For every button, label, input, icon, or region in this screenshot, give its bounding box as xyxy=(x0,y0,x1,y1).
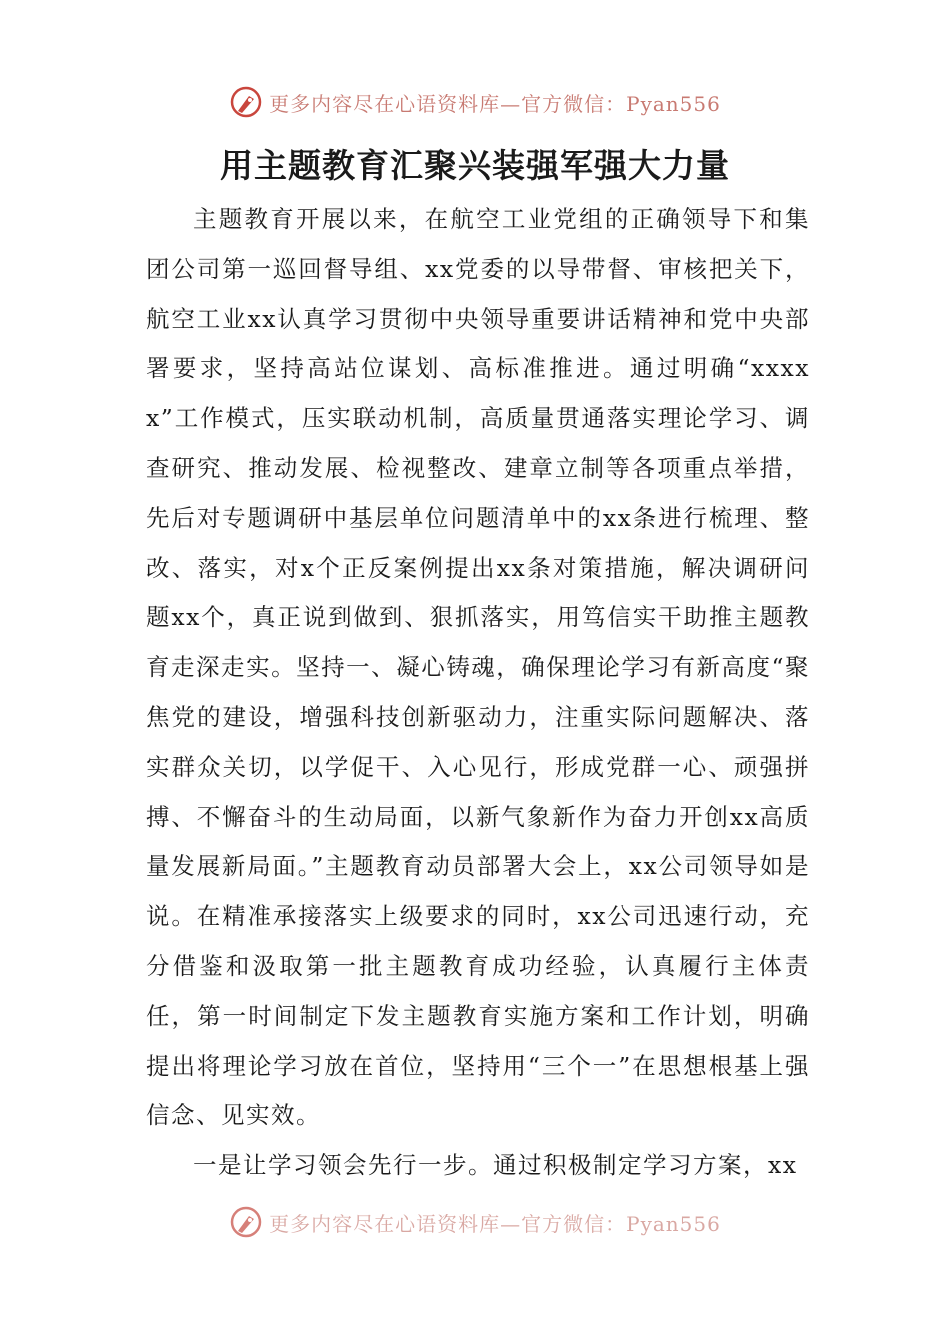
body-paragraph-1: 主题教育开展以来，在航空工业党组的正确领导下和集团公司第一巡回督导组、xx党委的以导带督、审核把关下，航空工业xx认真学习贯彻中央领导重要讲话精神和党中央部署要求，坚持高站位谋划、高标准推进。通过明确“xxxxx”工作模式，压实联动机制，高质量贯通落实理论学习、调查研究、推动发展、检视整改、建章立制等各项重点举措，先后对专题调研中基层单位问题清单中的xx条进行梳理、整改、落实，对x个正反案例提出xx条对策措施，解决调研问题xx个，真正说到做到、狠抓落实，用笃信实干助推主题教育走深走实。坚持一、凝心铸魂，确保理论学习有新高度“聚焦党的建设，增强科技创新驱动力，注重实际问题解决、落实群众关切，以学促干、入心见行，形成党群一心、顽强拼搏、不懈奋斗的生动局面，以新气象新作为奋力开创xx高质量发展新局面。”主题教育动员部署大会上，xx公司领导如是说。在精准承接落实上级要求的同时，xx公司迅速行动，充分借鉴和汲取第一批主题教育成功经验，认真履行主体责任，第一时间制定下发主题教育实施方案和工作计划，明确提出将理论学习放在首位，坚持用“三个一”在思想根基上强信念、见实效。 xyxy=(146,205,810,1130)
pen-nib-logo-icon xyxy=(229,1205,263,1239)
document-title: 用主题教育汇聚兴装强军强大力量 xyxy=(220,146,730,185)
watermark-footer xyxy=(0,1202,950,1242)
watermark-header xyxy=(0,82,950,122)
pen-nib-logo-icon xyxy=(229,85,263,119)
watermark-text: 更多内容尽在心语资料库—官方微信：Pyan556 xyxy=(269,91,721,116)
body-paragraph-2: 一是让学习领会先行一步。通过积极制定学习方案，xx xyxy=(193,1151,798,1180)
watermark-text: 更多内容尽在心语资料库—官方微信：Pyan556 xyxy=(269,1211,721,1236)
document-body xyxy=(146,195,810,1191)
